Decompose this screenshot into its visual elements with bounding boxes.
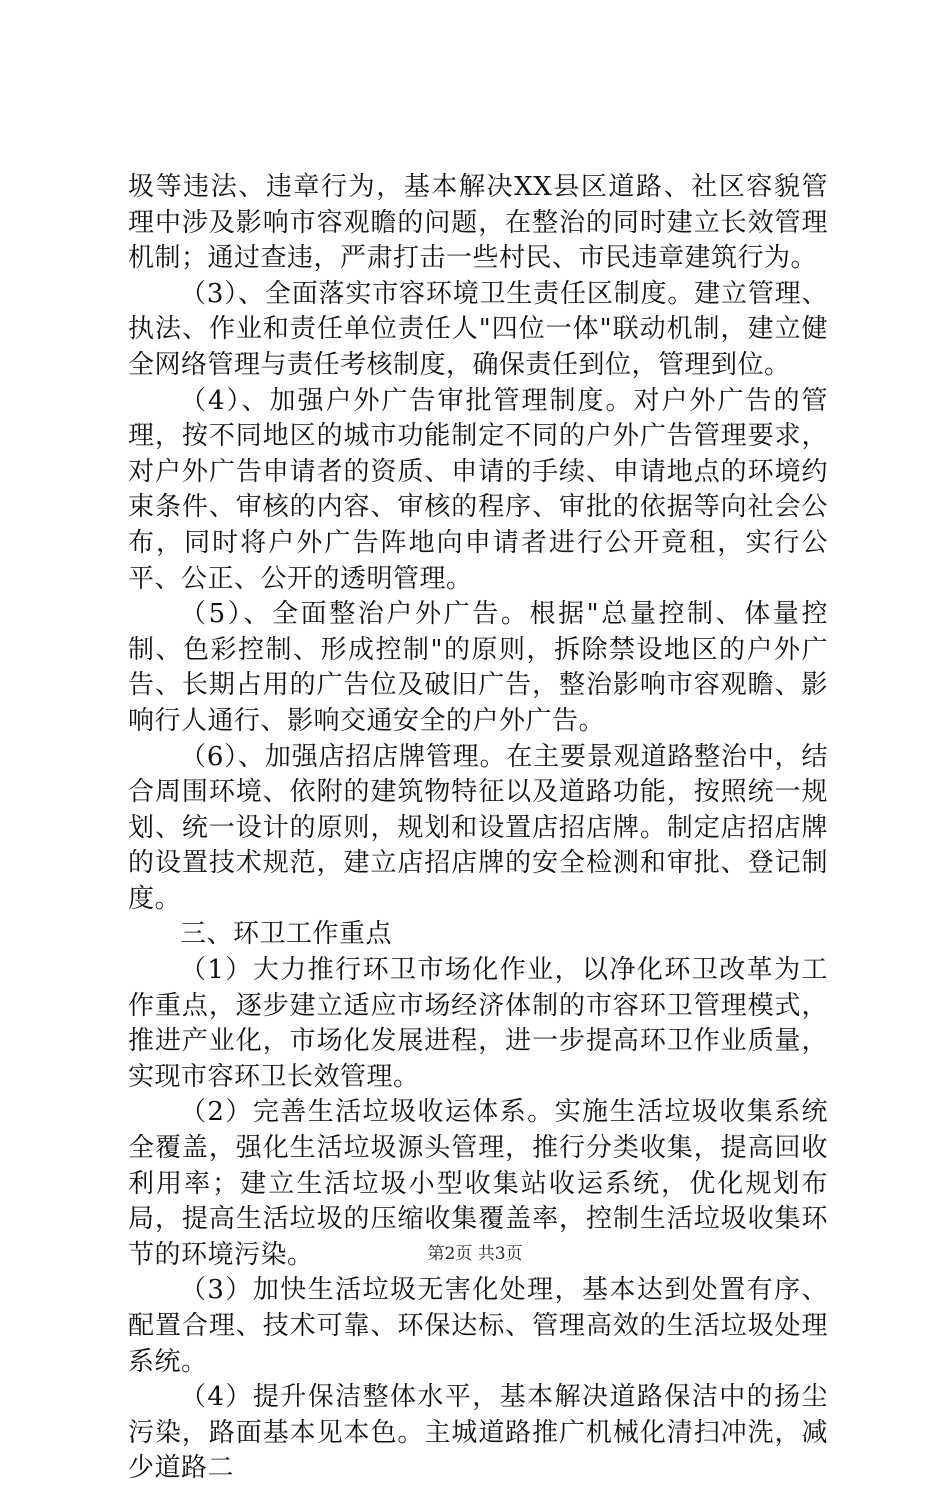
paragraph-item-5: （5）、全面整治户外广告。根据"总量控制、体量控制、色彩控制、形成控制"的原则，拆除禁设地区的户外广告、长期占用的广告位及破旧广告，整治影响市容观瞻、影响行人通行、影响交通安全的户外广告。 [128,599,828,736]
paragraph-sanitation-2: （2）完善生活垃圾收运体系。实施生活垃圾收集系统全覆盖，强化生活垃圾源头管理，推行分类收集，提高回收利用率；建立生活垃圾小型收集站收运系统，优化规划布局，提高生活垃圾的压缩收集覆盖率，控制生活垃圾收集环节的环境污染。 [128,1097,828,1270]
paragraph-continuation: 圾等违法、违章行为，基本解决XX县区道路、社区容貌管理中涉及影响市容观瞻的问题，在整治的同时建立长效管理机制；通过查违，严肃打击一些村民、市民违章建筑行为。 [128,172,828,274]
section-heading: 三、环卫工作重点 [180,919,393,950]
paragraph-item-6: （6）、加强店招店牌管理。在主要景观道路整治中，结合周围环境、依附的建筑物特征以及道路功能，按照统一规划、统一设计的原则，规划和设置店招店牌。制定店招店牌的设置技术规范，建立店招店牌的安全检测和审批、登记制度。 [128,741,828,914]
paragraph-item-4: （4）、加强户外广告审批管理制度。对户外广告的管理，按不同地区的城市功能制定不同的户外广告管理要求，对户外广告申请者的资质、申请的手续、申请地点的环境约束条件、审核的内容、审核的程序、审批的依据等向社会公布，同时将户外广告阵地向申请者进行公开竟租，实行公平、公正、公开的透明管理。 [128,385,828,594]
document-body [128,170,828,1487]
paragraph-sanitation-1: （1）大力推行环卫市场化作业，以净化环卫改革为工作重点，逐步建立适应市场经济体制的市容环卫管理模式，推进产业化，市场化发展进程，进一步提高环卫作业质量，实现市容环卫长效管理。 [128,955,828,1092]
paragraph-sanitation-3: （3）加快生活垃圾无害化处理，基本达到处置有序、配置合理、技术可靠、环保达标、管理高效的生活垃圾处理系统。 [128,1275,828,1377]
paragraph-sanitation-4: （4）提升保洁整体水平，基本解决道路保洁中的扬尘污染，路面基本见本色。主城道路推广机械化清扫冲洗，减少道路二 [128,1382,828,1484]
paragraph-item-3: （3）、全面落实市容环境卫生责任区制度。建立管理、执法、作业和责任单位责任人"四位一体"联动机制，建立健全网络管理与责任考核制度，确保责任到位，管理到位。 [128,278,828,380]
page-footer: 第2页 共3页 [427,1244,523,1264]
